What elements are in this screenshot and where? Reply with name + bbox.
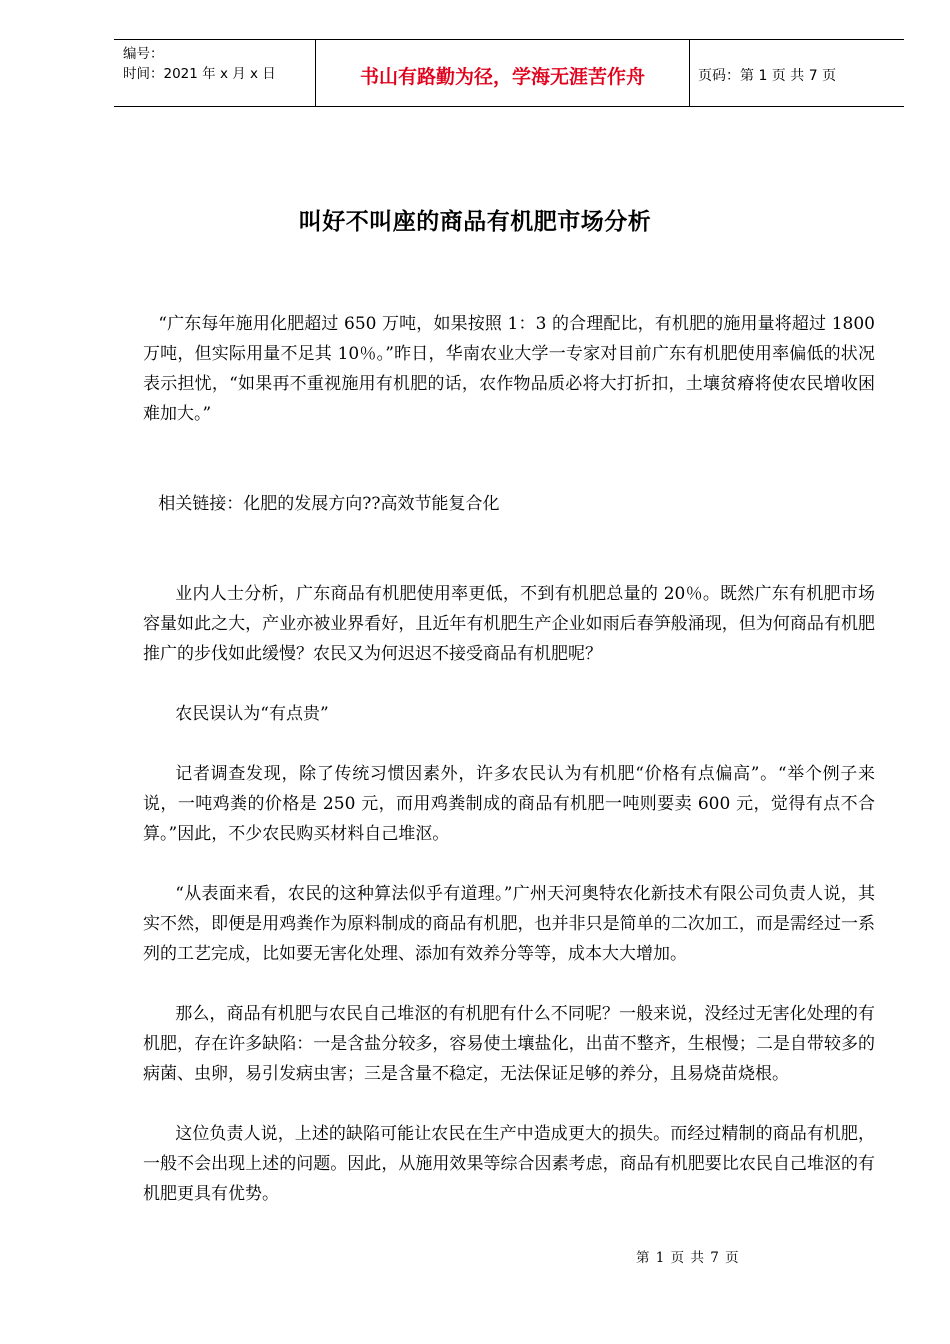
article-body [143, 309, 875, 1209]
spacer [143, 969, 875, 999]
paragraph-1: “广东每年施用化肥超过 650 万吨，如果按照 1：3 的合理配比，有机肥的施用量将超过 1800 万吨，但实际用量不足其 10％。”昨日，华南农业大学一专家对目前广东有机肥使用率偏低的状况表示担忧，“如果再不重视施用有机肥的话，农作物品质必将大打折扣，土壤贫瘠将使农民增收困难加大。” [143, 314, 875, 424]
article-title: 叫好不叫座的商品有机肥市场分析 [298, 209, 652, 235]
paragraph-6: 这位负责人说，上述的缺陷可能让农民在生产中造成更大的损失。而经过精制的商品有机肥，一般不会出现上述的问题。因此，从施用效果等综合因素考虑，商品有机肥要比农民自己堆沤的有机肥更具有优势。 [143, 1124, 875, 1204]
header-meta-cell [114, 40, 316, 106]
page-info: 页码：第 1 页 共 7 页 [698, 68, 837, 84]
paragraph-2: 业内人士分析，广东商品有机肥使用率更低，不到有机肥总量的 20％。既然广东有机肥市场容量如此之大，产业亦被业界看好，且近年有机肥生产企业如雨后春笋般涌现，但为何商品有机肥推广的步伐如此缓慢？农民又为何迟迟不接受商品有机肥呢？ [143, 584, 875, 664]
number-label: 编号： [123, 46, 164, 62]
related-link: 相关链接：化肥的发展方向??高效节能复合化 [158, 494, 500, 514]
time-label: 时间：2021 年 x 月 x 日 [123, 66, 276, 82]
paragraph-5: 那么，商品有机肥与农民自己堆沤的有机肥有什么不同呢？一般来说，没经过无害化处理的有机肥，存在许多缺陷：一是含盐分较多，容易使土壤盐化，出苗不整齐，生根慢；二是自带较多的病菌、虫卵，易引发病虫害；三是含量不稳定，无法保证足够的养分，且易烧苗烧根。 [143, 1004, 875, 1084]
spacer [143, 849, 875, 879]
section-heading: 农民误认为“有点贵” [175, 704, 329, 724]
spacer [143, 519, 875, 579]
header-table [114, 39, 904, 107]
spacer [143, 729, 875, 759]
header-page-cell [690, 40, 904, 106]
spacer [143, 429, 875, 489]
paragraph-3: 记者调查发现，除了传统习惯因素外，许多农民认为有机肥“价格有点偏高”。“举个例子来说，一吨鸡粪的价格是 250 元，而用鸡粪制成的商品有机肥一吨则要卖 600 元，觉得有点不合算。”因此，不少农民购买材料自己堆沤。 [143, 764, 875, 844]
spacer [143, 1089, 875, 1119]
header-motto-cell [316, 40, 690, 106]
motto-text: 书山有路勤为径，学海无涯苦作舟 [359, 65, 645, 88]
paragraph-4: “从表面来看，农民的这种算法似乎有道理。”广州天河奥特农化新技术有限公司负责人说，其实不然，即便是用鸡粪作为原料制成的商品有机肥，也并非只是简单的二次加工，而是需经过一系列的工艺完成，比如要无害化处理、添加有效养分等等，成本大大增加。 [143, 884, 875, 964]
page-footer: 第 1 页 共 7 页 [636, 1250, 740, 1266]
spacer [143, 669, 875, 699]
